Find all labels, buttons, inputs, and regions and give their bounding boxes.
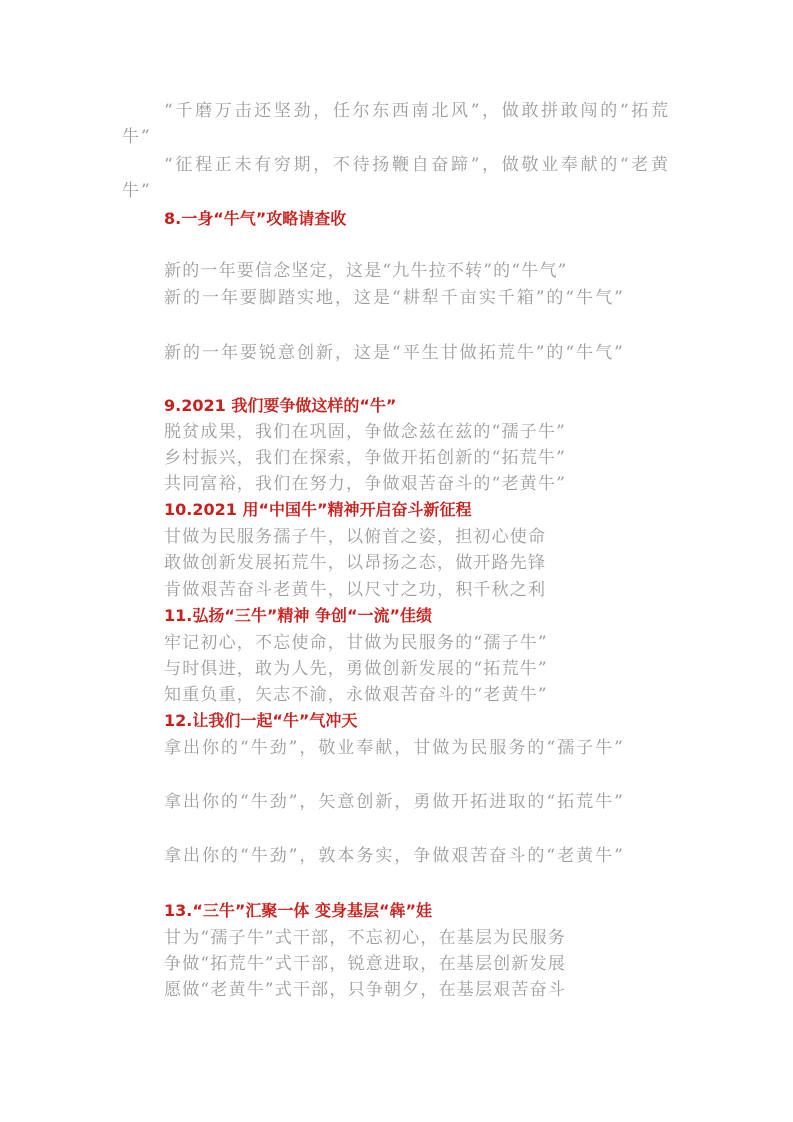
section-heading: 8.一身“牛气”攻略请查收 bbox=[164, 209, 347, 228]
paragraph: “千磨万击还坚劲，任尔东西南北风”，做敢拼敢闯的“拓荒牛” bbox=[122, 101, 670, 147]
paragraph: 拿出你的“牛劲”，敬业奉献，甘做为民服务的“孺子牛” bbox=[164, 738, 625, 758]
paragraph: 知重负重，矢志不渝，永做艰苦奋斗的“老黄牛” bbox=[164, 685, 548, 705]
paragraph: 与时俱进，敢为人先，勇做创新发展的“拓荒牛” bbox=[164, 659, 548, 679]
paragraph: 新的一年要锐意创新，这是“平生甘做拓荒牛”的“牛气” bbox=[164, 343, 625, 363]
section-heading: 13.“三牛”汇聚一体 变身基层“犇”娃 bbox=[164, 901, 432, 920]
paragraph: 脱贫成果，我们在巩固，争做念兹在兹的“孺子牛” bbox=[164, 422, 566, 442]
paragraph: 敢做创新发展拓荒牛，以昂扬之态，做开路先锋 bbox=[164, 553, 547, 573]
paragraph: 乡村振兴，我们在探索，争做开拓创新的“拓荒牛” bbox=[164, 448, 566, 468]
paragraph: 甘为“孺子牛”式干部，不忘初心，在基层为民服务 bbox=[164, 928, 566, 948]
paragraph: 甘做为民服务孺子牛，以俯首之姿，担初心使命 bbox=[164, 527, 547, 547]
paragraph: 牢记初心，不忘使命，甘做为民服务的“孺子牛” bbox=[164, 633, 548, 653]
paragraph: 新的一年要信念坚定，这是“九牛拉不转”的“牛气” bbox=[164, 261, 568, 281]
section-heading: 10.2021 用“中国牛”精神开启奋斗新征程 bbox=[164, 500, 472, 519]
section-heading: 11.弘扬“三牛”精神 争创“一流”佳绩 bbox=[164, 606, 432, 625]
paragraph: 新的一年要脚踏实地，这是“耕犁千亩实千箱”的“牛气” bbox=[164, 288, 625, 308]
section-heading: 12.让我们一起“牛”气冲天 bbox=[164, 711, 358, 730]
paragraph: 共同富裕，我们在努力，争做艰苦奋斗的“老黄牛” bbox=[164, 474, 566, 494]
paragraph: 愿做“老黄牛”式干部，只争朝夕，在基层艰苦奋斗 bbox=[164, 980, 566, 1000]
paragraph: 争做“拓荒牛”式干部，锐意进取，在基层创新发展 bbox=[164, 954, 566, 974]
paragraph: 拿出你的“牛劲”，敦本务实，争做艰苦奋斗的“老黄牛” bbox=[164, 846, 625, 866]
section-heading: 9.2021 我们要争做这样的“牛” bbox=[164, 396, 397, 415]
paragraph: 肯做艰苦奋斗老黄牛，以尺寸之功，积千秋之利 bbox=[164, 580, 547, 600]
paragraph: 拿出你的“牛劲”，矢意创新，勇做开拓进取的“拓荒牛” bbox=[164, 792, 625, 812]
paragraph: “征程正未有穷期，不待扬鞭自奋蹄”，做敬业奉献的“老黄牛” bbox=[122, 155, 670, 201]
